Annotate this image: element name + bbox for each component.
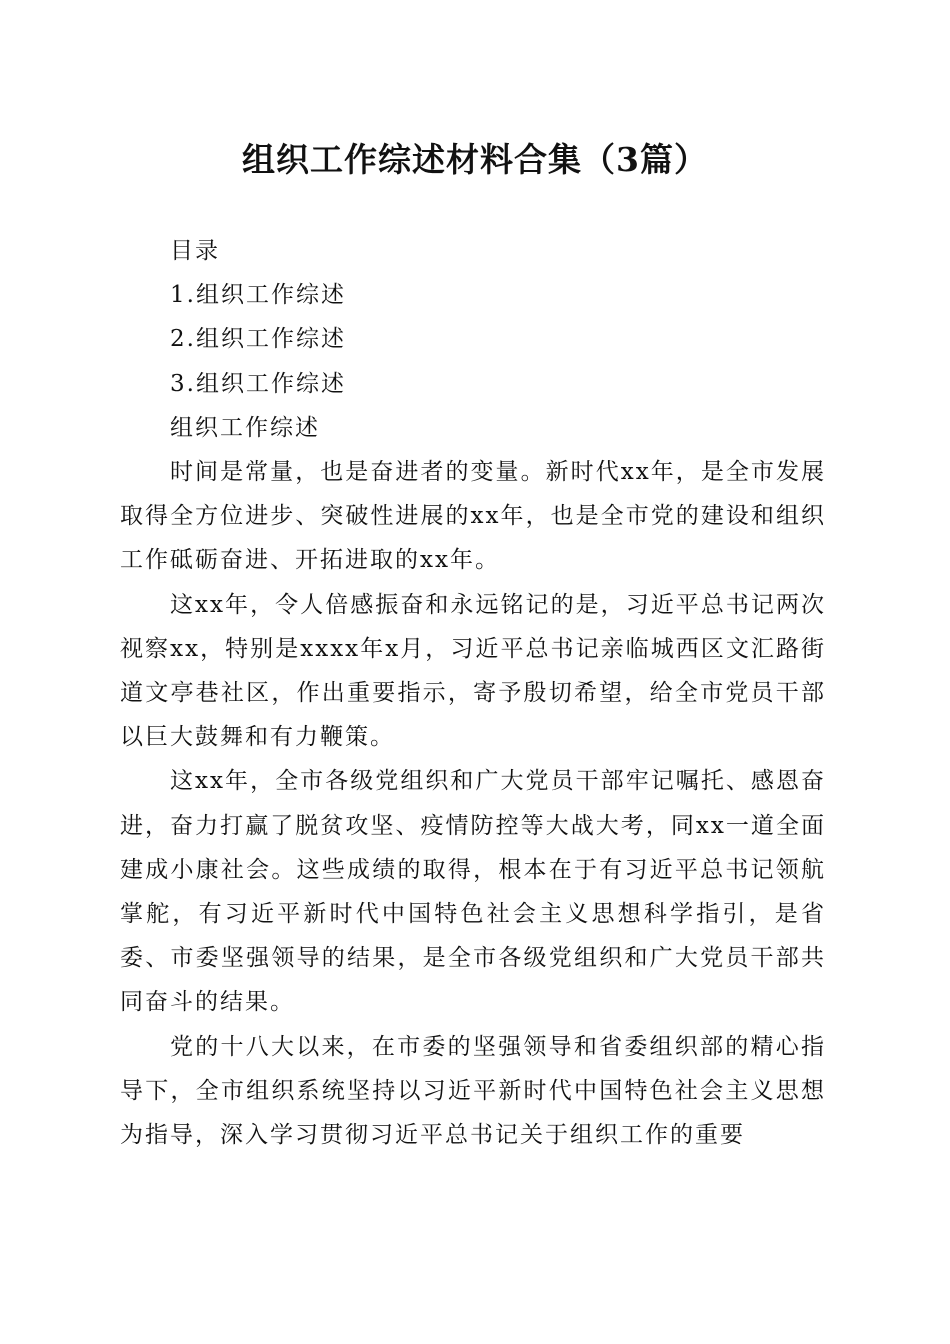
paragraph-4: 党的十八大以来，在市委的坚强领导和省委组织部的精心指导下，全市组织系统坚持以习近平新时代中国特色社会主义思想为指导，深入学习贯彻习近平总书记关于组织工作的重要 [120, 1033, 826, 1149]
section-heading: 组织工作综述 [170, 414, 320, 441]
toc-item-1: 1.组织工作综述 [170, 282, 346, 309]
toc-heading: 目录 [170, 238, 220, 264]
document-body [120, 229, 826, 1157]
toc-item-2: 2.组织工作综述 [170, 326, 346, 353]
document-title: 组织工作综述材料合集（3篇） [242, 140, 708, 179]
toc-item-3: 3.组织工作综述 [170, 370, 346, 397]
paragraph-1: 时间是常量，也是奋进者的变量。新时代xx年，是全市发展取得全方位进步、突破性进展的xx年，也是全市党的建设和组织工作砥砺奋进、开拓进取的xx年。 [120, 459, 826, 574]
paragraph-2: 这xx年，令人倍感振奋和永远铭记的是，习近平总书记两次视察xx，特别是xxxx年x月，习近平总书记亲临城西区文汇路街道文亭巷社区，作出重要指示，寄予殷切希望，给全市党员干部以巨大鼓舞和有力鞭策。 [120, 591, 826, 751]
paragraph-3: 这xx年，全市各级党组织和广大党员干部牢记嘱托、感恩奋进，奋力打赢了脱贫攻坚、疫情防控等大战大考，同xx一道全面建成小康社会。这些成绩的取得，根本在于有习近平总书记领航掌舵，有习近平新时代中国特色社会主义思想科学指引，是省委、市委坚强领导的结果，是全市各级党组织和广大党员干部共同奋斗的结果。 [120, 768, 826, 1016]
